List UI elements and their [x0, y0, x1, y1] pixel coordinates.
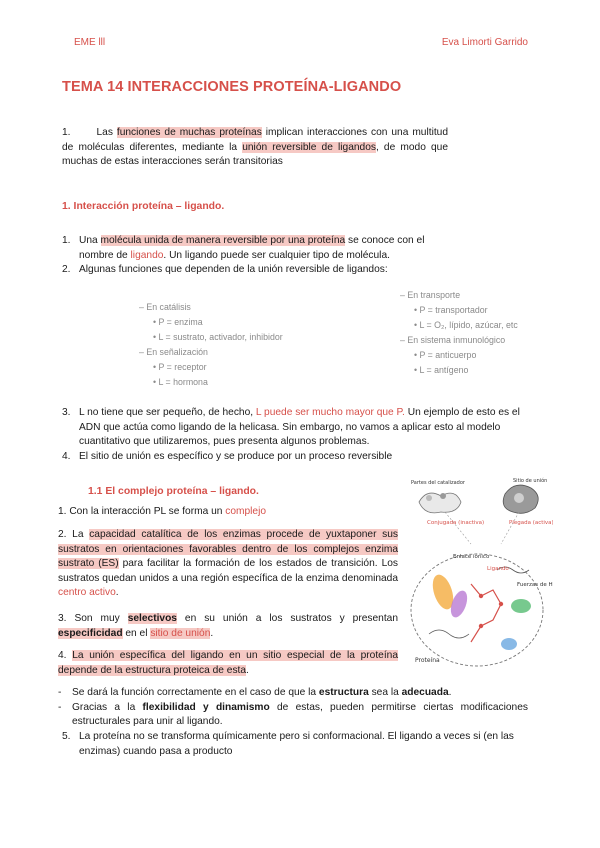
list-item: 1. Una molécula unida de manera reversible por una proteína se conoce con el nombre de ligando. Un ligando puede ser cualquier tipo de molécula. 2. Algunas funciones que dependen de la unión reversible de ligandos: [62, 235, 425, 276]
list-item: 5. La proteína no se transforma químicamente pero si conformacional. El ligando a veces si (en las enzimas) cuando pasa a producto [62, 731, 514, 757]
subsection-heading: 1.1 El complejo proteína – ligando. [88, 486, 259, 497]
figure-label-inactive: Conjugada (inactiva) [427, 520, 485, 526]
intro-paragraph: 1. Las funciones de muchas proteínas implican interacciones con una multitud de moléculas diferentes, mediante la unión reversible de ligandos, de modo que muchas de estas interacciones serán transitorias [62, 127, 448, 168]
figure-label-active: Plegada (activa) [509, 520, 553, 526]
unfolded-protein-icon [419, 493, 461, 513]
page-title: TEMA 14 INTERACCIONES PROTEÍNA-LIGANDO [62, 79, 402, 95]
figure-label-site: Sitio de unión [513, 478, 548, 484]
figure-label-ionic: Enlace iónico [453, 554, 490, 560]
figure-label-ligand: Ligando [487, 566, 509, 572]
folded-protein-icon [503, 485, 538, 513]
complex-p4: 4. La unión específica del ligando en un sitio especial de la proteína depende de la estructura proteica de esta. [58, 650, 399, 676]
header-right: Eva Limorti Garrido [441, 37, 528, 48]
protein-ligand-figure [401, 474, 553, 674]
figure-label-protein: Proteína [415, 657, 440, 664]
complex-p2: 2. La capacidad catalítica de los enzimas procede de yuxtaponer sus sustratos en orientaciones favorables dentro de los complejos enzima sustrato (ES) para facilitar la formación de los estados de transición. Los sustratos quedan unidos a una región específica de la enzima denominada centro activo. [58, 529, 398, 599]
figure-label-parts: Partes del catalizador [411, 480, 465, 486]
list-item: - Gracias a la flexibilidad y dinamismo de estas, pueden permitirse ciertas modificaciones estructurales para unir al ligando. [58, 701, 528, 728]
functions-left: – En catálisis • P = enzima • L = sustrato, activador, inhibidor – En señalización • P = receptor • L = hormona [139, 300, 283, 390]
list-item: - Se dará la función correctamente en el caso de que la estructura sea la adecuada. [58, 687, 452, 698]
header-left: EME lll [74, 37, 106, 48]
complex-illustration [401, 474, 553, 674]
section-heading: 1. Interacción proteína – ligando. [62, 201, 225, 212]
list-item: 3. L no tiene que ser pequeño, de hecho, L puede ser mucho mayor que P. Un ejemplo de esto es el ADN que actúa como ligando de la helicasa. Sin embargo, no vamos a aplicar esto al modelo cuantitativo que utilizaremos, pues presenta algunos problemas. 4. El sitio de unión es específico y se produce por un proceso reversible [62, 407, 520, 462]
functions-right: – En transporte • P = transportador • L = O₂, lípido, azúcar, etc – En sistema inmunológico • P = anticuerpo • L = antígeno [400, 288, 518, 378]
complex-p1: 1. Con la interacción PL se forma un complejo [58, 506, 267, 517]
bullet-list [58, 686, 528, 730]
complex-p3: 3. Son muy selectivos en su unión a los sustratos y presentan especificidad en el sitio de unión. [58, 613, 398, 639]
figure-label-force: Fuerzas de H [517, 582, 553, 588]
